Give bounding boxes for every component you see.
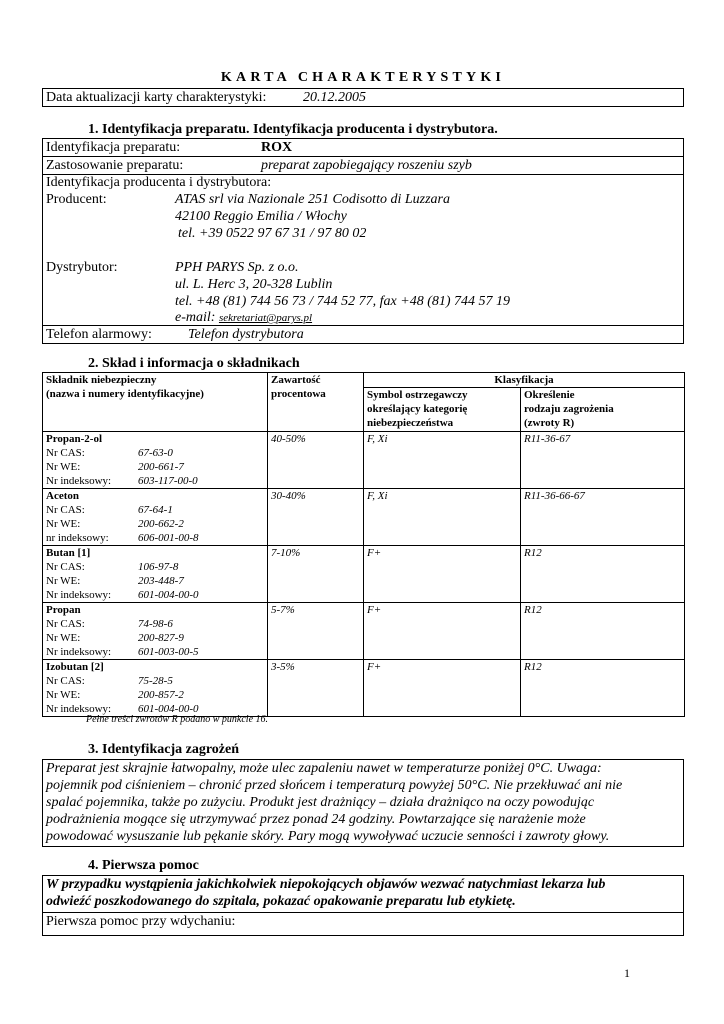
hazard-line: podrażnienia mogące się utrzymywać przez ponad 24 godziny. Powtarzające się narażenie może bbox=[46, 812, 586, 827]
index-number: 601-003-00-5 bbox=[138, 646, 199, 658]
first-aid-box bbox=[42, 875, 684, 936]
component-row bbox=[43, 660, 685, 717]
component-cell bbox=[43, 546, 268, 603]
index-number: 601-004-00-0 bbox=[138, 589, 199, 601]
r-phrases-note: Pełne treści zwrotów R podano w punkcie 16. bbox=[86, 714, 269, 725]
hazard-symbol: F+ bbox=[364, 546, 521, 603]
page-number: 1 bbox=[624, 966, 630, 980]
header-symbol: Symbol ostrzegawczy określający kategorię niebezpieczeństwa bbox=[364, 388, 521, 432]
we-label: Nr WE: bbox=[46, 689, 81, 701]
component-name: Izobutan [2] bbox=[46, 661, 104, 673]
alarm-value: Telefon dystrybutora bbox=[188, 327, 304, 342]
component-name: Propan bbox=[46, 604, 81, 616]
component-cell bbox=[43, 660, 268, 717]
header-content: Zawartość procentowa bbox=[268, 373, 364, 432]
component-cell bbox=[43, 432, 268, 489]
header-classification: Klasyfikacja bbox=[364, 373, 685, 388]
prep-label: Identyfikacja preparatu: bbox=[46, 140, 181, 155]
header-component: Składnik niebezpieczny (nazwa i numery identyfikacyjne) bbox=[43, 373, 268, 432]
email-label: e-mail: bbox=[175, 310, 216, 325]
we-number: 200-662-2 bbox=[138, 518, 184, 530]
update-date-value: 20.12.2005 bbox=[303, 90, 366, 105]
hazard-symbol: F+ bbox=[364, 603, 521, 660]
r-phrases: R11-36-67 bbox=[521, 432, 685, 489]
hazard-line: pojemnik pod ciśnieniem – chronić przed słońcem i temperaturą powyżej 50°C. Nie przekłuwać ani nie bbox=[46, 778, 623, 793]
prep-identification-row bbox=[43, 139, 683, 156]
hazard-line: spalać pojemnika, także po zużyciu. Produkt jest drażniący – działa drażniąco na oczy powodując bbox=[46, 795, 595, 810]
distributor-name: PPH PARYS Sp. z o.o. bbox=[175, 260, 299, 275]
section-1-heading: 1. Identyfikacja preparatu. Identyfikacja producenta i dystrybutora. bbox=[88, 122, 498, 137]
producer-distributor-row bbox=[43, 174, 683, 325]
we-label: Nr WE: bbox=[46, 632, 81, 644]
cas-number: 75-28-5 bbox=[138, 675, 173, 687]
first-aid-general-row bbox=[43, 876, 683, 912]
cas-label: Nr CAS: bbox=[46, 504, 85, 516]
index-label: nr indeksowy: bbox=[46, 532, 109, 544]
index-label: Nr indeksowy: bbox=[46, 703, 112, 715]
first-aid-line: odwieźć poszkodowanego do szpitala, pokazać opakowanie preparatu lub etykietę. bbox=[46, 894, 516, 909]
index-label: Nr indeksowy: bbox=[46, 646, 112, 658]
we-number: 200-827-9 bbox=[138, 632, 184, 644]
r-phrases: R12 bbox=[521, 660, 685, 717]
we-number: 200-857-2 bbox=[138, 689, 184, 701]
distributor-phone-fax: tel. +48 (81) 744 56 73 / 744 52 77, fax +48 (81) 744 57 19 bbox=[175, 294, 511, 309]
cas-label: Nr CAS: bbox=[46, 675, 85, 687]
r-phrases: R12 bbox=[521, 546, 685, 603]
distributor-address: ul. L. Herc 3, 20-328 Lublin bbox=[175, 277, 333, 292]
document-title: KARTA CHARAKTERYSTYKI bbox=[220, 70, 506, 85]
inhalation-label: Pierwsza pomoc przy wdychaniu: bbox=[46, 914, 236, 929]
cas-label: Nr CAS: bbox=[46, 618, 85, 630]
header-r-phrases: Określenie rodzaju zagrożenia (zwroty R) bbox=[521, 388, 685, 432]
index-label: Nr indeksowy: bbox=[46, 589, 112, 601]
content-percent: 3-5% bbox=[268, 660, 364, 717]
index-number: 606-001-00-8 bbox=[138, 532, 199, 544]
r-phrases: R11-36-66-67 bbox=[521, 489, 685, 546]
section-1-box bbox=[42, 138, 684, 344]
alarm-phone-row bbox=[43, 325, 683, 343]
index-number: 603-117-00-0 bbox=[138, 475, 198, 487]
we-label: Nr WE: bbox=[46, 575, 81, 587]
hazards-box bbox=[42, 759, 684, 847]
cas-label: Nr CAS: bbox=[46, 447, 85, 459]
use-label: Zastosowanie preparatu: bbox=[46, 158, 184, 173]
alarm-label: Telefon alarmowy: bbox=[46, 327, 152, 342]
cas-number: 67-63-0 bbox=[138, 447, 173, 459]
section-2-heading: 2. Skład i informacja o składnikach bbox=[88, 356, 300, 371]
content-percent: 30-40% bbox=[268, 489, 364, 546]
component-name: Butan [1] bbox=[46, 547, 91, 559]
hazard-line: Preparat jest skrajnie łatwopalny, może ulec zapaleniu nawet w temperaturze poniżej 0°C. Uwaga: bbox=[46, 761, 602, 776]
section-4-heading: 4. Pierwsza pomoc bbox=[88, 858, 199, 873]
producer-label: Producent: bbox=[46, 192, 107, 207]
section-3-heading: 3. Identyfikacja zagrożeń bbox=[88, 742, 239, 757]
component-row bbox=[43, 603, 685, 660]
we-number: 203-448-7 bbox=[138, 575, 184, 587]
producer-phone: tel. +39 0522 97 67 31 / 97 80 02 bbox=[178, 226, 367, 241]
r-phrases: R12 bbox=[521, 603, 685, 660]
cas-number: 106-97-8 bbox=[138, 561, 179, 573]
hazard-line: powodować wysuszanie lub pękanie skóry. Pary mogą wywoływać uczucie senności i zawroty głowy. bbox=[46, 829, 610, 844]
we-label: Nr WE: bbox=[46, 518, 81, 530]
component-row bbox=[43, 546, 685, 603]
producer-address-line1: ATAS srl via Nazionale 251 Codisotto di Luzzara bbox=[175, 192, 450, 207]
we-label: Nr WE: bbox=[46, 461, 81, 473]
hazard-symbol: F, Xi bbox=[364, 432, 521, 489]
content-percent: 40-50% bbox=[268, 432, 364, 489]
first-aid-inhalation-row bbox=[43, 912, 683, 935]
components-table bbox=[42, 372, 685, 717]
prep-use-row bbox=[43, 156, 683, 174]
update-date-box bbox=[42, 88, 684, 107]
index-number: 601-004-00-0 bbox=[138, 703, 199, 715]
cas-label: Nr CAS: bbox=[46, 561, 85, 573]
index-label: Nr indeksowy: bbox=[46, 475, 112, 487]
use-value: preparat zapobiegający roszeniu szyb bbox=[261, 158, 472, 173]
hazard-symbol: F, Xi bbox=[364, 489, 521, 546]
component-row bbox=[43, 432, 685, 489]
update-date-label: Data aktualizacji karty charakterystyki: bbox=[46, 90, 267, 105]
component-row bbox=[43, 489, 685, 546]
cas-number: 74-98-6 bbox=[138, 618, 173, 630]
cas-number: 67-64-1 bbox=[138, 504, 173, 516]
hazard-symbol: F+ bbox=[364, 660, 521, 717]
component-cell bbox=[43, 603, 268, 660]
component-name: Aceton bbox=[46, 490, 79, 502]
prep-value: ROX bbox=[261, 140, 293, 155]
component-cell bbox=[43, 489, 268, 546]
content-percent: 5-7% bbox=[268, 603, 364, 660]
first-aid-line: W przypadku wystąpienia jakichkolwiek niepokojących objawów wezwać natychmiast lekarza lub bbox=[46, 877, 606, 892]
distributor-label: Dystrybutor: bbox=[46, 260, 118, 275]
component-name: Propan-2-ol bbox=[46, 433, 103, 445]
producer-heading: Identyfikacja producenta i dystrybutora: bbox=[46, 175, 272, 190]
content-percent: 7-10% bbox=[268, 546, 364, 603]
email-link[interactable]: sekretariat@parys.pl bbox=[218, 312, 313, 324]
producer-address-line2: 42100 Reggio Emilia / Włochy bbox=[175, 209, 347, 224]
we-number: 200-661-7 bbox=[138, 461, 184, 473]
